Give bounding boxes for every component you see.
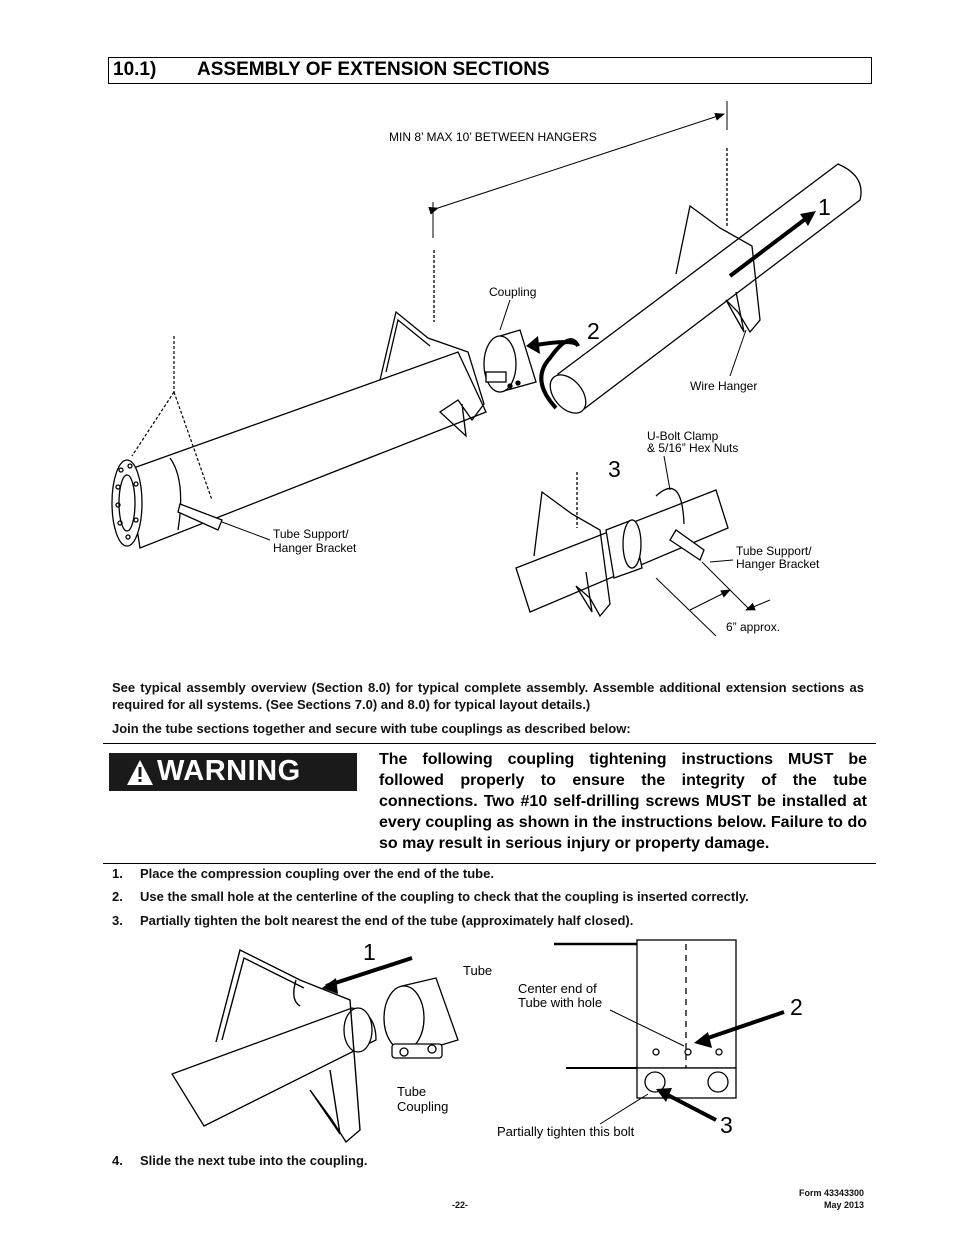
left-bracket-label-1: Tube Support/ — [273, 527, 349, 541]
step-number: 1. — [112, 866, 123, 881]
callout-2: 2 — [587, 318, 600, 344]
insert-arrow-head — [526, 336, 540, 354]
warning-label: WARNING — [157, 755, 301, 787]
section-title: ASSEMBLY OF EXTENSION SECTIONS — [197, 59, 550, 80]
warning-banner — [109, 753, 357, 791]
detail2-tube-end — [554, 940, 736, 1098]
detail2-callout-3: 3 — [720, 1112, 733, 1138]
step-text: Place the compression coupling over the end of the tube. — [140, 866, 494, 881]
left-tube — [112, 352, 486, 548]
step-text: Partially tighten the bolt nearest the end of the tube (approximately half closed). — [140, 913, 634, 928]
left-bracket-leader — [222, 522, 270, 540]
step-number: 4. — [112, 1153, 123, 1168]
detail2-bolt-label: Partially tighten this bolt — [497, 1124, 635, 1139]
step-text: Slide the next tube into the coupling. — [140, 1153, 368, 1168]
form-number: Form 43343300 — [798, 1188, 864, 1198]
detail2-center-label-2: Tube with hole — [518, 995, 603, 1010]
right-bracket-label-2: Hanger Bracket — [736, 557, 820, 571]
hanger-spacing-dimension — [389, 101, 727, 238]
detail2-callout-2: 2 — [790, 994, 803, 1020]
ubolt-label-1: U-Bolt Clamp — [647, 429, 719, 443]
intro-paragraph: See typical assembly overview (Section 8.0) for typical complete assembly. Assemble additional extension sections as required for all systems. (See Sections 7.0) and 8.0) for typical layout details.) — [112, 680, 864, 712]
approx-label: 6” approx. — [726, 620, 781, 634]
step-4 — [112, 1153, 368, 1168]
coupling-label: Coupling — [489, 285, 537, 299]
hanger-spacing-label: MIN 8’ MAX 10’ BETWEEN HANGERS — [389, 130, 597, 144]
step-number: 2. — [112, 889, 123, 904]
coupling-piece — [484, 330, 536, 392]
section-number: 10.1) — [113, 59, 157, 80]
warning-bottom-rule — [103, 863, 876, 864]
form-date: May 2013 — [823, 1200, 864, 1210]
wire-hanger-label: Wire Hanger — [690, 379, 758, 393]
detail2-coupling-label-1: Tube — [397, 1084, 427, 1099]
detail-tube — [516, 488, 728, 612]
coupling-leader — [500, 300, 510, 330]
right-bracket-leader — [710, 560, 733, 562]
step-2 — [112, 889, 749, 904]
extension-assembly-figure — [0, 90, 954, 650]
detail2-bolt-leader — [600, 1094, 648, 1124]
intro-join-text: Join the tube sections together and secure with tube couplings as described below: — [112, 721, 631, 736]
callout-3: 3 — [608, 456, 621, 482]
step-3 — [112, 913, 633, 928]
callout-1: 1 — [818, 194, 831, 220]
ubolt-leader — [664, 456, 670, 490]
section-header — [108, 57, 872, 84]
step-text: Use the small hole at the centerline of the coupling to check that the coupling is inserted correctly. — [140, 889, 749, 904]
right-bracket-label-1: Tube Support/ — [736, 544, 812, 558]
detail2-callout-1: 1 — [363, 939, 376, 965]
detail2-coupling — [384, 978, 458, 1058]
detail2-center-label-1: Center end of — [518, 981, 597, 996]
left-bracket-label-2: Hanger Bracket — [273, 541, 357, 555]
ubolt-label-2: & 5/16” Hex Nuts — [647, 441, 739, 455]
warning-top-rule — [103, 743, 876, 744]
page-number: -22- — [452, 1200, 469, 1210]
coupling-detail-figure — [0, 935, 954, 1150]
detail2-coupling-label-2: Coupling — [397, 1099, 449, 1114]
step-number: 3. — [112, 913, 123, 928]
detail2-tube — [172, 1008, 376, 1126]
step-1 — [112, 866, 494, 881]
warning-text: The following coupling tightening instructions MUST be followed properly to ensure the integrity of the tube connections. Two #10 self-drilling screws MUST be installed at every coupling as shown in the instructions below. Failure to do so may result in serious injury or property damage. — [379, 751, 867, 852]
wire-hanger-leader — [730, 330, 746, 376]
detail2-tube-label: Tube — [463, 963, 493, 978]
